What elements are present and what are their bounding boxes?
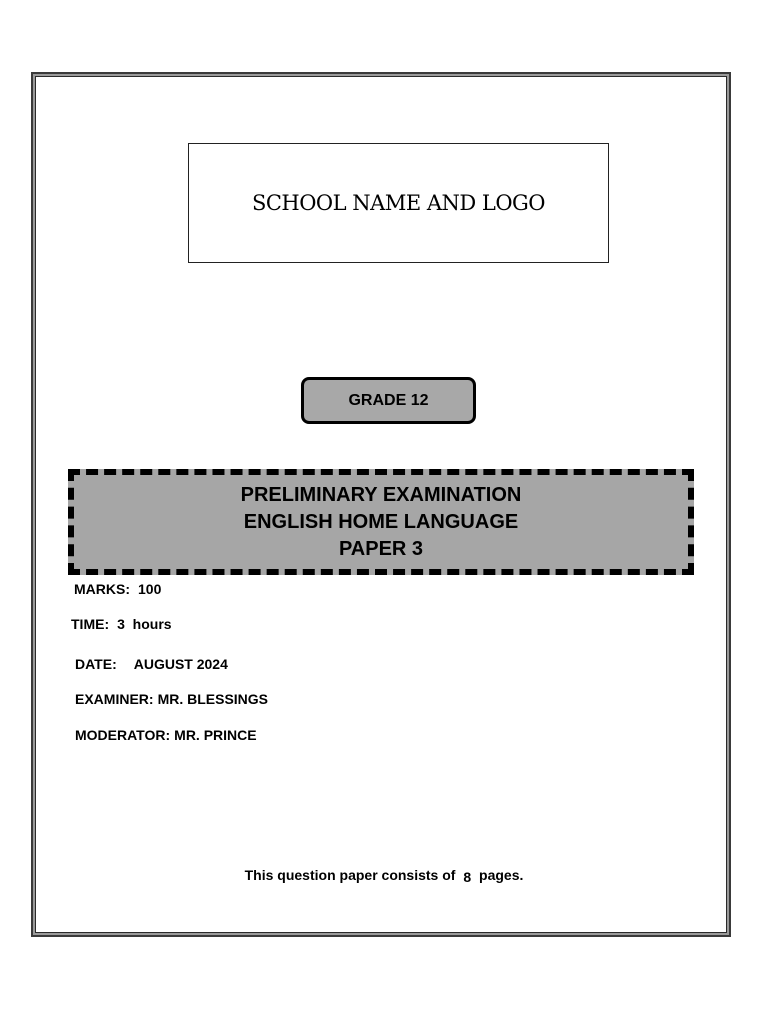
- date-row: [75, 656, 228, 672]
- moderator-value: MR. PRINCE: [174, 727, 257, 743]
- school-name-text: SCHOOL NAME AND LOGO: [251, 191, 546, 215]
- grade-badge: GRADE 12: [301, 377, 476, 424]
- exam-title-line-3: PAPER 3: [338, 537, 424, 560]
- page-count-note: [0, 867, 768, 883]
- time-value: 3 hours: [117, 616, 172, 632]
- exam-title-line-1: PRELIMINARY EXAMINATION: [240, 483, 522, 506]
- page-count-number: 8: [463, 869, 472, 885]
- marks-label: MARKS:: [74, 581, 130, 597]
- school-logo-placeholder: [188, 143, 609, 263]
- time-label: TIME:: [71, 616, 110, 632]
- marks-value: 100: [138, 581, 162, 597]
- marks-row: [74, 581, 161, 597]
- moderator-row: [75, 727, 257, 743]
- time-row: [71, 616, 172, 632]
- date-value: AUGUST 2024: [133, 656, 228, 672]
- exam-title-line-2: ENGLISH HOME LANGUAGE: [243, 510, 519, 533]
- page-count-suffix: pages.: [479, 867, 524, 883]
- moderator-label: MODERATOR:: [75, 727, 171, 743]
- exam-title-box: [68, 469, 694, 575]
- page-count-prefix: This question paper consists of: [244, 867, 456, 883]
- examiner-row: [75, 691, 268, 707]
- examiner-value: MR. BLESSINGS: [157, 691, 269, 707]
- examiner-label: EXAMINER:: [75, 691, 154, 707]
- date-label: DATE:: [75, 656, 117, 672]
